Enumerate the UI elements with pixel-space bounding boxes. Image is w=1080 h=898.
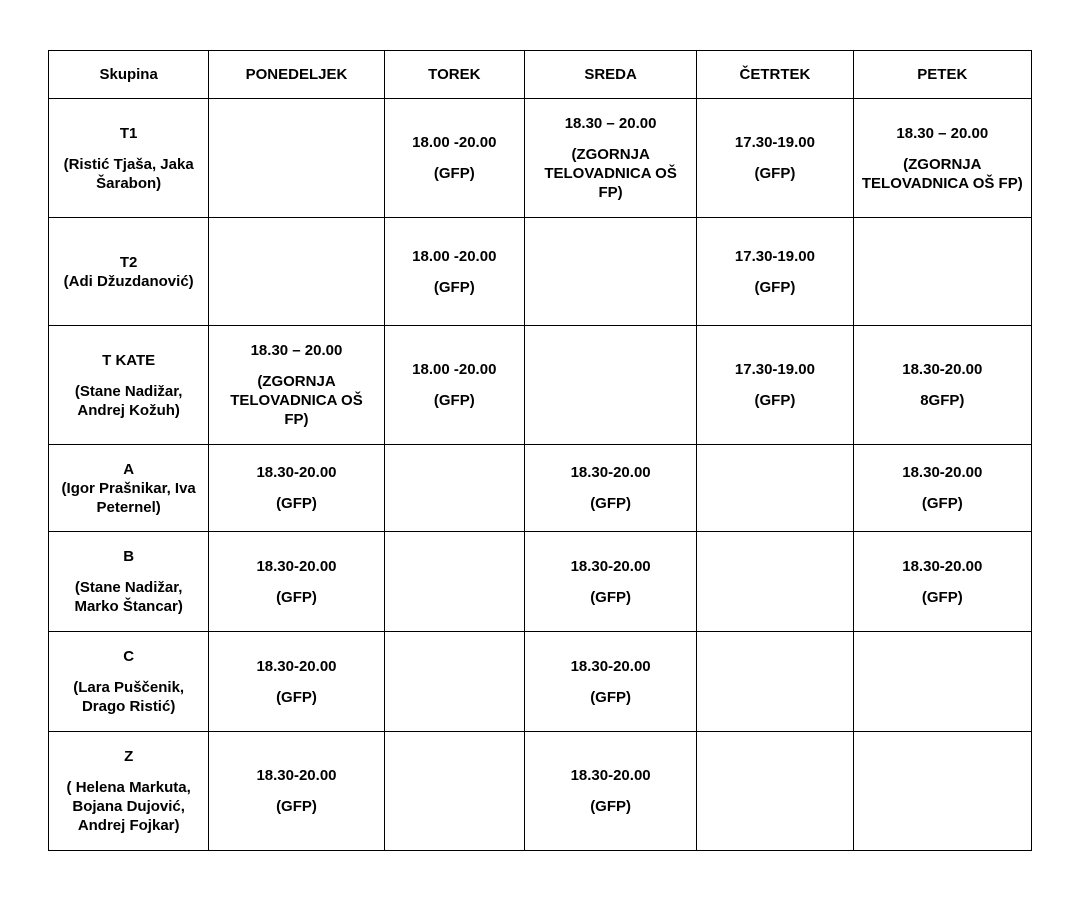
session-time: 17.30-19.00	[734, 361, 815, 378]
spacer	[215, 676, 377, 688]
group-coaches: Andrej Kožuh)	[77, 401, 180, 419]
table-row	[49, 99, 1032, 218]
session-location: (GFP)	[276, 798, 317, 815]
spacer	[215, 576, 377, 588]
session-time: 18.30 – 20.00	[564, 115, 657, 132]
session-time: 18.30-20.00	[902, 557, 983, 575]
session-location: (ZGORNJA	[257, 373, 336, 390]
session-location: TELOVADNICA OŠ FP)	[861, 174, 1023, 192]
cell-wednesday	[524, 732, 696, 851]
header-monday: PONEDELJEK	[209, 51, 384, 99]
cell-wednesday	[524, 632, 696, 732]
cell-wednesday	[524, 218, 696, 326]
header-thursday: ČETRTEK	[697, 51, 853, 99]
session-time: 18.30 – 20.00	[250, 342, 343, 359]
session-time: 18.30 – 20.00	[896, 124, 989, 142]
cell-wednesday	[524, 99, 696, 218]
cell-thursday	[697, 99, 853, 218]
spacer	[860, 482, 1025, 494]
group-name: T1	[119, 124, 138, 142]
session-location: (GFP)	[921, 588, 963, 606]
training-schedule-table	[48, 50, 1032, 851]
group-cell	[49, 326, 209, 445]
group-coaches: Bojana Dujović,	[72, 798, 185, 815]
session-time: 18.30-20.00	[570, 557, 651, 575]
spacer	[531, 785, 690, 797]
group-coaches: Drago Ristić)	[81, 698, 176, 715]
spacer	[531, 576, 690, 588]
cell-thursday	[697, 218, 853, 326]
group-name: Z	[124, 748, 134, 765]
schedule-body	[49, 99, 1032, 851]
group-coaches: (Ristić Tjaša, Jaka	[63, 155, 194, 173]
session-time: 18.30-20.00	[256, 464, 337, 481]
group-coaches: (Igor Prašnikar, Iva	[61, 479, 196, 497]
cell-monday	[209, 326, 384, 445]
spacer	[703, 152, 846, 164]
cell-thursday	[697, 732, 853, 851]
session-location: FP)	[284, 411, 309, 428]
group-coaches: (Stane Nadižar,	[74, 382, 183, 400]
spacer	[860, 143, 1025, 155]
spacer	[391, 152, 518, 164]
session-time: 18.30-20.00	[256, 657, 337, 675]
session-location: (GFP)	[433, 278, 475, 296]
cell-friday	[853, 326, 1031, 445]
session-time: 18.30-20.00	[570, 657, 651, 675]
session-location: 8GFP)	[920, 392, 965, 409]
cell-friday	[853, 445, 1031, 532]
session-location: (GFP)	[754, 278, 796, 296]
table-row	[49, 445, 1032, 532]
cell-wednesday	[524, 445, 696, 532]
group-coaches: (Adi Džuzdanović)	[63, 272, 194, 290]
group-coaches: ( Helena Markuta,	[66, 779, 191, 796]
cell-tuesday	[384, 532, 524, 632]
cell-thursday	[697, 532, 853, 632]
table-row	[49, 732, 1032, 851]
spacer	[860, 576, 1025, 588]
session-location: (GFP)	[590, 495, 632, 512]
session-location: (GFP)	[276, 688, 317, 706]
cell-monday	[209, 632, 384, 732]
spacer	[703, 379, 846, 391]
group-name: C	[123, 648, 135, 665]
group-coaches: (Stane Nadižar,	[74, 579, 183, 596]
table-row	[49, 218, 1032, 326]
cell-friday	[853, 99, 1031, 218]
cell-tuesday	[384, 445, 524, 532]
group-cell	[49, 218, 209, 326]
session-location: (GFP)	[590, 798, 632, 815]
group-coaches: Šarabon)	[96, 174, 162, 192]
session-time: 18.30-20.00	[902, 361, 983, 378]
cell-tuesday	[384, 632, 524, 732]
session-location: (GFP)	[276, 588, 317, 606]
spacer	[215, 360, 377, 372]
table-row	[49, 326, 1032, 445]
group-cell	[49, 532, 209, 632]
cell-monday	[209, 99, 384, 218]
spacer	[531, 676, 690, 688]
group-coaches: Marko Štancar)	[74, 598, 183, 615]
session-location: TELOVADNICA OŠ	[544, 165, 677, 182]
cell-tuesday	[384, 326, 524, 445]
session-time: 18.30-20.00	[256, 557, 337, 575]
session-location: TELOVADNICA OŠ	[230, 392, 363, 409]
header-friday: PETEK	[853, 51, 1031, 99]
group-name: T2	[119, 253, 138, 271]
table-row	[49, 532, 1032, 632]
cell-monday	[209, 532, 384, 632]
cell-thursday	[697, 632, 853, 732]
spacer	[215, 482, 377, 494]
group-coaches: (Lara Puščenik,	[73, 679, 185, 696]
session-location: (GFP)	[754, 165, 796, 182]
session-time: 18.00 -20.00	[412, 361, 497, 378]
spacer	[391, 266, 518, 278]
header-wednesday: SREDA	[524, 51, 696, 99]
session-location: (GFP)	[433, 165, 475, 182]
cell-monday	[209, 218, 384, 326]
cell-wednesday	[524, 532, 696, 632]
session-time: 18.00 -20.00	[412, 247, 497, 265]
cell-tuesday	[384, 99, 524, 218]
session-location: (ZGORNJA	[903, 155, 982, 173]
group-name: A	[123, 460, 135, 478]
group-name: T KATE	[102, 351, 156, 369]
spacer	[860, 379, 1025, 391]
cell-wednesday	[524, 326, 696, 445]
session-location: FP)	[598, 184, 623, 201]
group-cell	[49, 445, 209, 532]
group-cell	[49, 632, 209, 732]
session-time: 18.30-20.00	[902, 464, 983, 481]
session-location: (GFP)	[590, 588, 632, 606]
session-time: 18.00 -20.00	[412, 134, 497, 151]
session-location: (GFP)	[921, 495, 963, 512]
group-name: B	[123, 548, 135, 565]
cell-monday	[209, 445, 384, 532]
group-coaches: Peternel)	[96, 498, 161, 516]
session-location: (GFP)	[590, 688, 632, 706]
cell-friday	[853, 732, 1031, 851]
session-time: 18.30-20.00	[256, 767, 337, 784]
cell-friday	[853, 218, 1031, 326]
header-row	[49, 51, 1032, 99]
cell-thursday	[697, 326, 853, 445]
group-coaches: Andrej Fojkar)	[77, 817, 180, 834]
cell-friday	[853, 532, 1031, 632]
spacer	[215, 785, 377, 797]
cell-thursday	[697, 445, 853, 532]
spacer	[55, 143, 202, 155]
session-time: 17.30-19.00	[734, 247, 815, 265]
spacer	[55, 566, 202, 578]
session-location: (GFP)	[433, 392, 475, 409]
session-location: (GFP)	[276, 495, 317, 512]
cell-tuesday	[384, 218, 524, 326]
group-cell	[49, 732, 209, 851]
group-cell	[49, 99, 209, 218]
spacer	[531, 482, 690, 494]
session-location: (ZGORNJA	[571, 146, 650, 163]
session-time: 18.30-20.00	[570, 464, 651, 481]
spacer	[55, 666, 202, 678]
session-time: 18.30-20.00	[570, 767, 651, 784]
spacer	[55, 370, 202, 382]
spacer	[55, 766, 202, 778]
header-tuesday: TOREK	[384, 51, 524, 99]
spacer	[703, 266, 846, 278]
spacer	[391, 379, 518, 391]
table-row	[49, 632, 1032, 732]
cell-monday	[209, 732, 384, 851]
session-time: 17.30-19.00	[734, 134, 815, 151]
header-group: Skupina	[49, 51, 209, 99]
cell-friday	[853, 632, 1031, 732]
session-location: (GFP)	[754, 392, 796, 409]
spacer	[531, 133, 690, 145]
cell-tuesday	[384, 732, 524, 851]
